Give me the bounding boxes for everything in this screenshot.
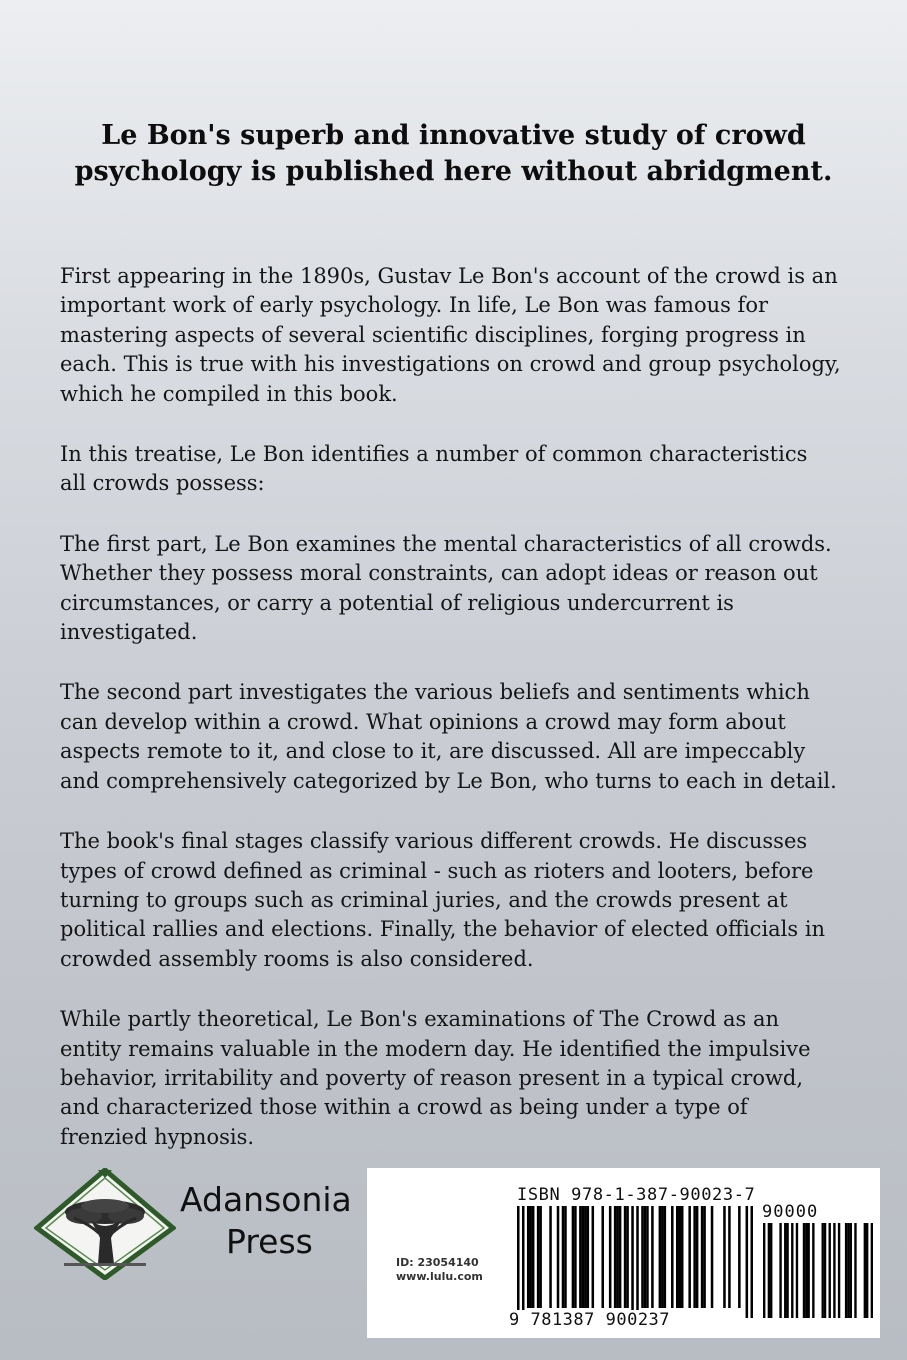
barcode-bar bbox=[693, 1206, 696, 1308]
addon-bar bbox=[812, 1223, 814, 1318]
barcode-bar bbox=[701, 1206, 704, 1308]
barcode-bar bbox=[587, 1206, 590, 1308]
addon-bar bbox=[791, 1223, 793, 1318]
barcode-bar bbox=[527, 1206, 530, 1308]
barcode-bar bbox=[646, 1206, 649, 1308]
addon-bar bbox=[779, 1223, 781, 1318]
publisher-name-line-1: Adansonia bbox=[180, 1180, 352, 1219]
barcode-bar bbox=[614, 1206, 617, 1308]
blurb-paragraph-6 bbox=[60, 1005, 860, 1152]
text-line: investigated. bbox=[60, 620, 198, 645]
blurb-paragraph-5 bbox=[60, 827, 860, 974]
id-line: ID: 23054140 bbox=[396, 1256, 479, 1269]
blurb-paragraph-2 bbox=[60, 440, 860, 499]
barcode-bar bbox=[728, 1206, 731, 1308]
text-line: crowded assembly rooms is also considered. bbox=[60, 946, 534, 971]
barcode-bar bbox=[659, 1206, 662, 1308]
addon-bar bbox=[847, 1223, 849, 1318]
text-line: First appearing in the 1890s, Gustav Le Bon's account of the crowd is an bbox=[60, 264, 838, 288]
barcode-bar bbox=[574, 1206, 577, 1308]
barcode-bar bbox=[584, 1206, 587, 1308]
barcode-bar bbox=[592, 1206, 595, 1308]
barcode-bar bbox=[661, 1206, 664, 1308]
addon-bar bbox=[763, 1223, 765, 1318]
barcode-bar bbox=[562, 1206, 565, 1308]
text-line: entity remains valuable in the modern day. He identified the impulsive bbox=[60, 1036, 811, 1061]
publisher-name-line-2: Press bbox=[226, 1222, 313, 1261]
barcode-bar bbox=[711, 1206, 714, 1308]
addon-barcode bbox=[763, 1223, 873, 1318]
barcode-bar bbox=[651, 1206, 654, 1308]
barcode-bar bbox=[723, 1206, 726, 1308]
addon-bar bbox=[845, 1223, 847, 1318]
barcode-bar bbox=[631, 1206, 634, 1318]
text-line: circumstances, or carry a potential of religious undercurrent is bbox=[60, 590, 734, 615]
barcode-bar bbox=[529, 1206, 532, 1308]
addon-bar bbox=[796, 1223, 798, 1318]
text-line: each. This is true with his investigations on crowd and group psychology, bbox=[60, 352, 841, 377]
text-line: behavior, irritability and poverty of reason present in a typical crowd, bbox=[60, 1065, 804, 1090]
barcode-bar bbox=[641, 1206, 644, 1308]
text-line: The first part, Le Bon examines the mental characteristics of all crowds. bbox=[60, 531, 832, 556]
text-line: and comprehensively categorized by Le Bon, who turns to each in detail. bbox=[60, 768, 837, 793]
barcode-bar bbox=[609, 1206, 612, 1308]
printer-id bbox=[396, 1256, 483, 1284]
ean13-barcode bbox=[517, 1206, 753, 1318]
addon-bar bbox=[803, 1223, 805, 1318]
barcode-bar bbox=[619, 1206, 622, 1308]
blurb-body bbox=[60, 262, 860, 1183]
text-line: all crowds possess: bbox=[60, 471, 265, 496]
addon-bar bbox=[770, 1223, 772, 1318]
addon-bar bbox=[805, 1223, 807, 1318]
text-line: can develop within a crowd. What opinions a crowd may form about bbox=[60, 709, 786, 734]
barcode-bar bbox=[601, 1206, 604, 1308]
barcode-bar bbox=[688, 1206, 691, 1308]
barcode-bar bbox=[517, 1206, 520, 1318]
text-line: The second part investigates the various beliefs and sentiments which bbox=[60, 680, 810, 705]
text-line: The book's final stages classify various different crowds. He discusses bbox=[60, 829, 808, 854]
blurb-paragraph-3 bbox=[60, 530, 860, 648]
text-line: and characterized those within a crowd as being under a type of bbox=[60, 1095, 748, 1120]
barcode-bar bbox=[549, 1206, 552, 1308]
site-line: www.lulu.com bbox=[396, 1270, 483, 1283]
blurb-paragraph-4 bbox=[60, 678, 860, 796]
addon-bar bbox=[822, 1223, 824, 1318]
barcode-bar bbox=[522, 1206, 525, 1318]
barcode-digits: 9 781387 900237 bbox=[509, 1310, 671, 1330]
barcode-bar bbox=[738, 1206, 741, 1308]
isbn-barcode-panel bbox=[367, 1168, 880, 1338]
addon-bar bbox=[824, 1223, 826, 1318]
publisher-logo bbox=[34, 1168, 364, 1280]
barcode-bar bbox=[537, 1206, 540, 1308]
addon-bar bbox=[854, 1223, 856, 1318]
barcode-bar bbox=[671, 1206, 674, 1308]
addon-bar bbox=[871, 1223, 873, 1318]
barcode-bar bbox=[579, 1206, 582, 1308]
isbn-label: ISBN 978-1-387-90023-7 bbox=[517, 1185, 756, 1205]
barcode-bar bbox=[644, 1206, 647, 1308]
text-line: important work of early psychology. In life, Le Bon was famous for bbox=[60, 293, 769, 318]
barcode-bar bbox=[564, 1206, 567, 1308]
text-line: mastering aspects of several scientific disciplines, forging progress in bbox=[60, 322, 806, 347]
addon-bar bbox=[807, 1223, 809, 1318]
addon-bar bbox=[786, 1223, 788, 1318]
headline-line-1: Le Bon's superb and innovative study of crowd bbox=[101, 120, 806, 151]
addon-bar bbox=[850, 1223, 852, 1318]
headline-line-2: psychology is published here without abridgment. bbox=[74, 156, 833, 187]
barcode-bar bbox=[626, 1206, 629, 1308]
barcode-bar bbox=[582, 1206, 585, 1308]
addon-bar bbox=[866, 1223, 868, 1318]
barcode-bar bbox=[681, 1206, 684, 1308]
text-line: turning to groups such as criminal juries, and the crowds present at bbox=[60, 887, 788, 912]
barcode-bar bbox=[751, 1206, 753, 1318]
text-line: In this treatise, Le Bon identifies a number of common characteristics bbox=[60, 442, 808, 467]
text-line: While partly theoretical, Le Bon's examinations of The Crowd as an bbox=[60, 1007, 780, 1032]
barcode-bar bbox=[624, 1206, 627, 1308]
barcode-bar bbox=[664, 1206, 667, 1308]
barcode-bar bbox=[703, 1206, 706, 1308]
baobab-tree-icon bbox=[34, 1168, 176, 1280]
barcode-bar bbox=[572, 1206, 575, 1308]
addon-bar bbox=[768, 1223, 770, 1318]
back-cover-headline bbox=[60, 118, 847, 190]
addon-bar bbox=[784, 1223, 786, 1318]
barcode-bar bbox=[557, 1206, 560, 1308]
barcode-bar bbox=[678, 1206, 681, 1308]
text-line: Whether they possess moral constraints, can adopt ideas or reason out bbox=[60, 561, 818, 586]
barcode-bar bbox=[696, 1206, 699, 1308]
blurb-paragraph-1 bbox=[60, 262, 860, 409]
text-line: frenzied hypnosis. bbox=[60, 1124, 255, 1149]
addon-bar bbox=[864, 1223, 866, 1318]
price-addon-digits: 90000 bbox=[762, 1202, 819, 1222]
text-line: which he compiled in this book. bbox=[60, 381, 398, 406]
text-line: aspects remote to it, and close to it, are discussed. All are impeccably bbox=[60, 739, 806, 764]
barcode-bar bbox=[532, 1206, 535, 1308]
barcode-bar bbox=[746, 1206, 749, 1318]
addon-bar bbox=[838, 1223, 840, 1318]
barcode-bar bbox=[636, 1206, 639, 1318]
addon-bar bbox=[829, 1223, 831, 1318]
addon-bar bbox=[833, 1223, 835, 1318]
text-line: types of crowd defined as criminal - such as rioters and looters, before bbox=[60, 858, 814, 883]
barcode-bar bbox=[539, 1206, 542, 1308]
text-line: political rallies and elections. Finally, the behavior of elected officials in bbox=[60, 917, 826, 942]
barcode-bar bbox=[616, 1206, 619, 1308]
barcode-bar bbox=[676, 1206, 679, 1308]
